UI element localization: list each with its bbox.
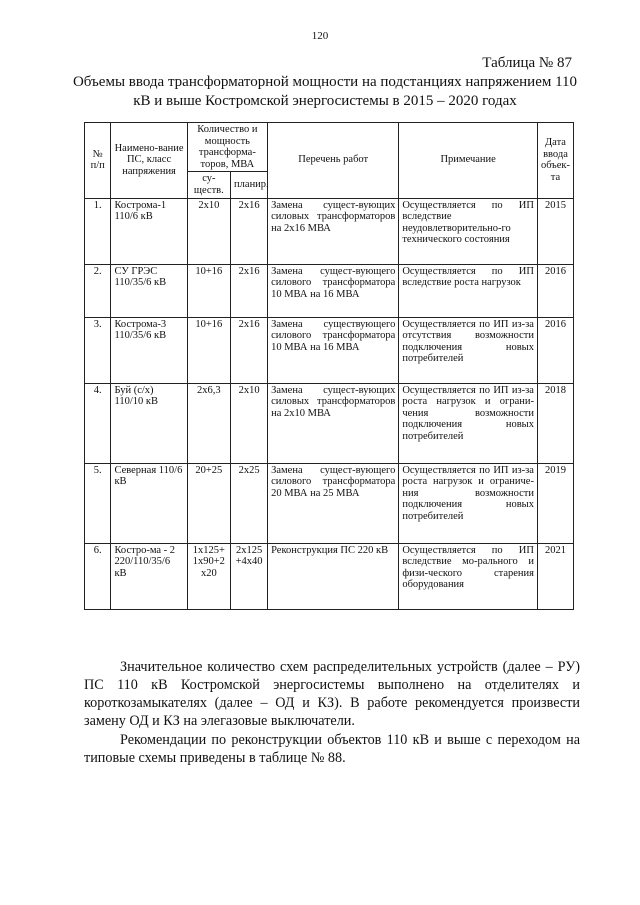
row-existing: 20+25: [187, 463, 230, 543]
row-existing: 2х10: [187, 198, 230, 264]
row-planned: 2х16: [231, 317, 268, 383]
row-works: Замена сущест-вующих силовых трансформаторов на 2х10 МВА: [268, 383, 399, 463]
row-existing: 10+16: [187, 264, 230, 317]
header-num: № п/п: [85, 123, 111, 199]
header-qty: Количество и мощность трансформа-торов, МВА: [187, 123, 267, 172]
row-works: Замена существующего силового трансформатора 10 МВА на 16 МВА: [268, 317, 399, 383]
paragraph-recommendations: [84, 731, 580, 767]
table-row: [85, 463, 574, 543]
row-year: 2015: [537, 198, 573, 264]
paragraph-ru-replacement: [84, 658, 580, 730]
row-note: Осуществляется по ИП из-за роста нагрузок и ограни-чения возможности подключения новых потребителей: [399, 383, 538, 463]
table-row: [85, 543, 574, 609]
row-num: 6.: [85, 543, 111, 609]
header-date: Дата ввода объек-та: [537, 123, 573, 199]
row-planned: 2х125 +4х40: [231, 543, 268, 609]
row-ps: Северная 110/6 кВ: [111, 463, 187, 543]
table-row: [85, 383, 574, 463]
row-year: 2021: [537, 543, 573, 609]
row-planned: 2х25: [231, 463, 268, 543]
transformer-capacity-table: [84, 122, 574, 610]
row-ps: Костро-ма - 2 220/110/35/6 кВ: [111, 543, 187, 609]
header-planned: планир.: [231, 172, 268, 198]
row-existing: 2х6,3: [187, 383, 230, 463]
row-note: Осуществляется по ИП вследствие неудовлетворительно-го технического состояния: [399, 198, 538, 264]
row-planned: 2х16: [231, 264, 268, 317]
row-num: 1.: [85, 198, 111, 264]
row-ps: Буй (с/х) 110/10 кВ: [111, 383, 187, 463]
table-row: [85, 198, 574, 264]
row-num: 5.: [85, 463, 111, 543]
row-ps: Кострома-1 110/6 кВ: [111, 198, 187, 264]
row-num: 4.: [85, 383, 111, 463]
row-year: 2016: [537, 264, 573, 317]
row-note: Осуществляется по ИП вследствие роста нагрузок: [399, 264, 538, 317]
paragraph-text: Значительное количество схем распределительных устройств (далее – РУ) ПС 110 кВ Костромской энергосистемы выполнено на отделителях и короткозамыкателях (далее – ОД и КЗ). В работе рекомендуется произвести замену ОД и КЗ на элегазовые выключатели.: [84, 659, 580, 729]
row-existing: 10+16: [187, 317, 230, 383]
row-planned: 2х10: [231, 383, 268, 463]
row-note: Осуществляется по ИП вследствие мо-рального и физи-ческого старения оборудования: [399, 543, 538, 609]
row-works: Замена сущест-вующего силового трансформатора 10 МВА на 16 МВА: [268, 264, 399, 317]
header-existing: су-ществ.: [187, 172, 230, 198]
header-works: Перечень работ: [268, 123, 399, 199]
row-planned: 2х16: [231, 198, 268, 264]
table-number: Таблица № 87: [482, 55, 572, 71]
row-works: Замена сущест-вующего силового трансформатора 20 МВА на 25 МВА: [268, 463, 399, 543]
table-row: [85, 317, 574, 383]
row-num: 2.: [85, 264, 111, 317]
row-year: 2018: [537, 383, 573, 463]
row-ps: СУ ГРЭС 110/35/6 кВ: [111, 264, 187, 317]
row-note: Осуществляется по ИП из-за роста нагрузок и ограниче-ния возможности подключения новых потребителей: [399, 463, 538, 543]
table-row: [85, 264, 574, 317]
row-num: 3.: [85, 317, 111, 383]
row-works: Реконструкция ПС 220 кВ: [268, 543, 399, 609]
header-note: Примечание: [399, 123, 538, 199]
row-existing: 1х125+ 1х90+2 х20: [187, 543, 230, 609]
table-caption: Объемы ввода трансформаторной мощности на подстанциях напряжением 110 кВ и выше Костромской энергосистемы в 2015 – 2020 годах: [72, 74, 578, 109]
page-number: 120: [311, 30, 329, 42]
paragraph-text: Рекомендации по реконструкции объектов 110 кВ и выше с переходом на типовые схемы приведены в таблице № 88.: [84, 732, 580, 766]
header-ps: Наимено-вание ПС, класс напряжения: [111, 123, 187, 199]
row-ps: Кострома-3 110/35/6 кВ: [111, 317, 187, 383]
row-year: 2019: [537, 463, 573, 543]
row-note: Осуществляется по ИП из-за отсутствия возможности подключения новых потребителей: [399, 317, 538, 383]
row-works: Замена сущест-вующих силовых трансформаторов на 2х16 МВА: [268, 198, 399, 264]
row-year: 2016: [537, 317, 573, 383]
